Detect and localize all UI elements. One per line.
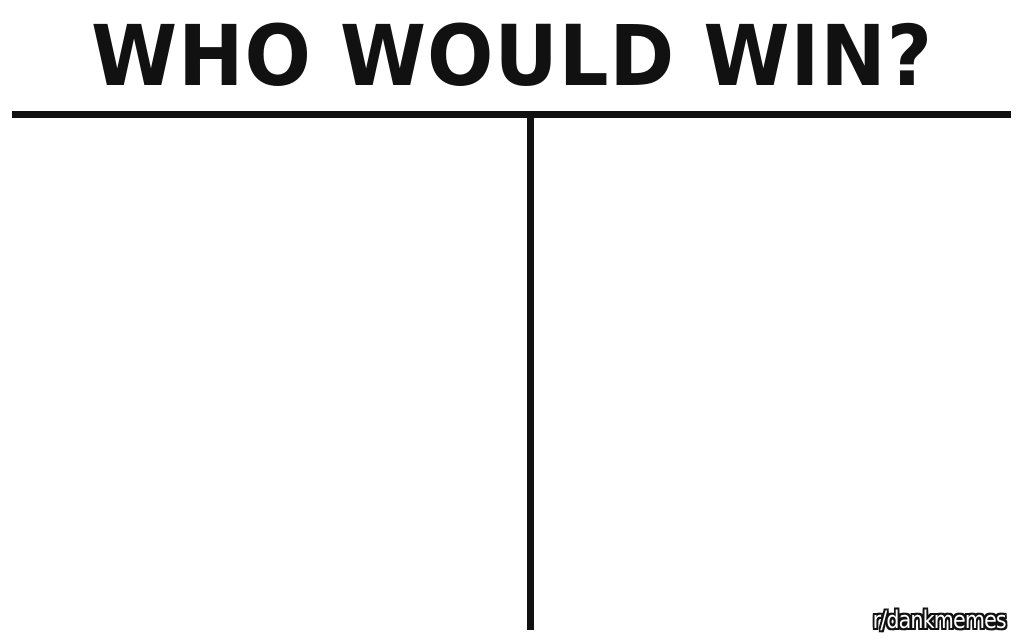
left-contender-panel <box>0 120 526 630</box>
horizontal-divider <box>12 111 1011 118</box>
meme-title: WHO WOULD WIN? <box>91 7 933 105</box>
vertical-divider <box>527 114 534 630</box>
subreddit-watermark: r/dankmemes <box>872 606 1006 634</box>
right-contender-panel <box>535 120 1024 630</box>
